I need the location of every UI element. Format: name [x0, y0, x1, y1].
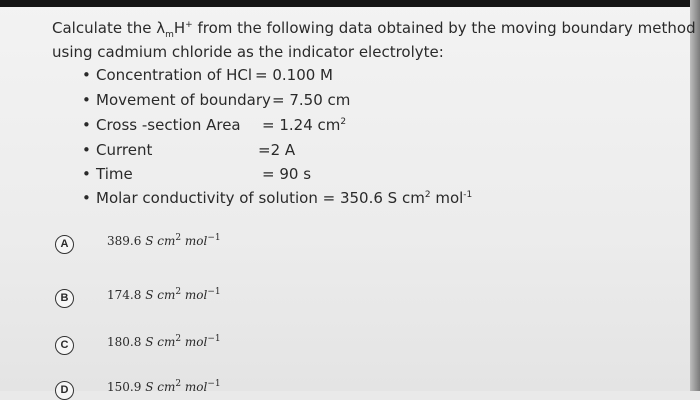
data-item-time: • Time: [82, 165, 133, 183]
option-a-marker: A: [55, 235, 74, 254]
data-item-concentration: • Concentration of HCl: [82, 66, 253, 84]
option-a[interactable]: [55, 233, 221, 254]
data-value-concentration: = 0.100 M: [255, 66, 333, 84]
option-b-text: 174.8 S $cm^2$ mol$^{-1}$: [107, 287, 221, 302]
data-value-time: = 90 s: [262, 165, 312, 183]
option-c-text: 180.8 S $cm^2$ mol$^{-1}$: [107, 334, 221, 349]
data-item-current: • Current: [82, 141, 153, 159]
option-a-text: 389.6 S $cm^2$ mol$^{-1}$: [107, 233, 221, 248]
option-d-text: 150.9 S $cm^2$ mol$^{-1}$: [107, 379, 221, 394]
top-edge: [0, 0, 700, 7]
question-line-1: Calculate the $\lambda_mH^+$ from the following data obtained by the moving boundary method: [52, 19, 696, 40]
option-b-marker: B: [55, 289, 74, 308]
question-line-2: using cadmium chloride as the indicator electrolyte:: [52, 43, 444, 61]
question-text: [52, 16, 696, 64]
data-item-area: • Cross -section Area: [82, 116, 241, 134]
data-item-molar-conductivity: • Molar conductivity of solution = 350.6 S $cm^2$ mol$^{-1}$: [82, 189, 473, 207]
option-d[interactable]: [55, 379, 221, 400]
option-c[interactable]: [55, 334, 221, 355]
data-value-current: =2 A: [258, 141, 296, 159]
option-b[interactable]: [55, 287, 221, 308]
data-value-area: = 1.24 $cm^2$: [262, 116, 347, 134]
option-d-marker: D: [55, 381, 74, 400]
option-c-marker: C: [55, 336, 74, 355]
data-value-boundary: = 7.50 cm: [272, 91, 351, 109]
data-item-boundary: • Movement of boundary: [82, 91, 271, 109]
